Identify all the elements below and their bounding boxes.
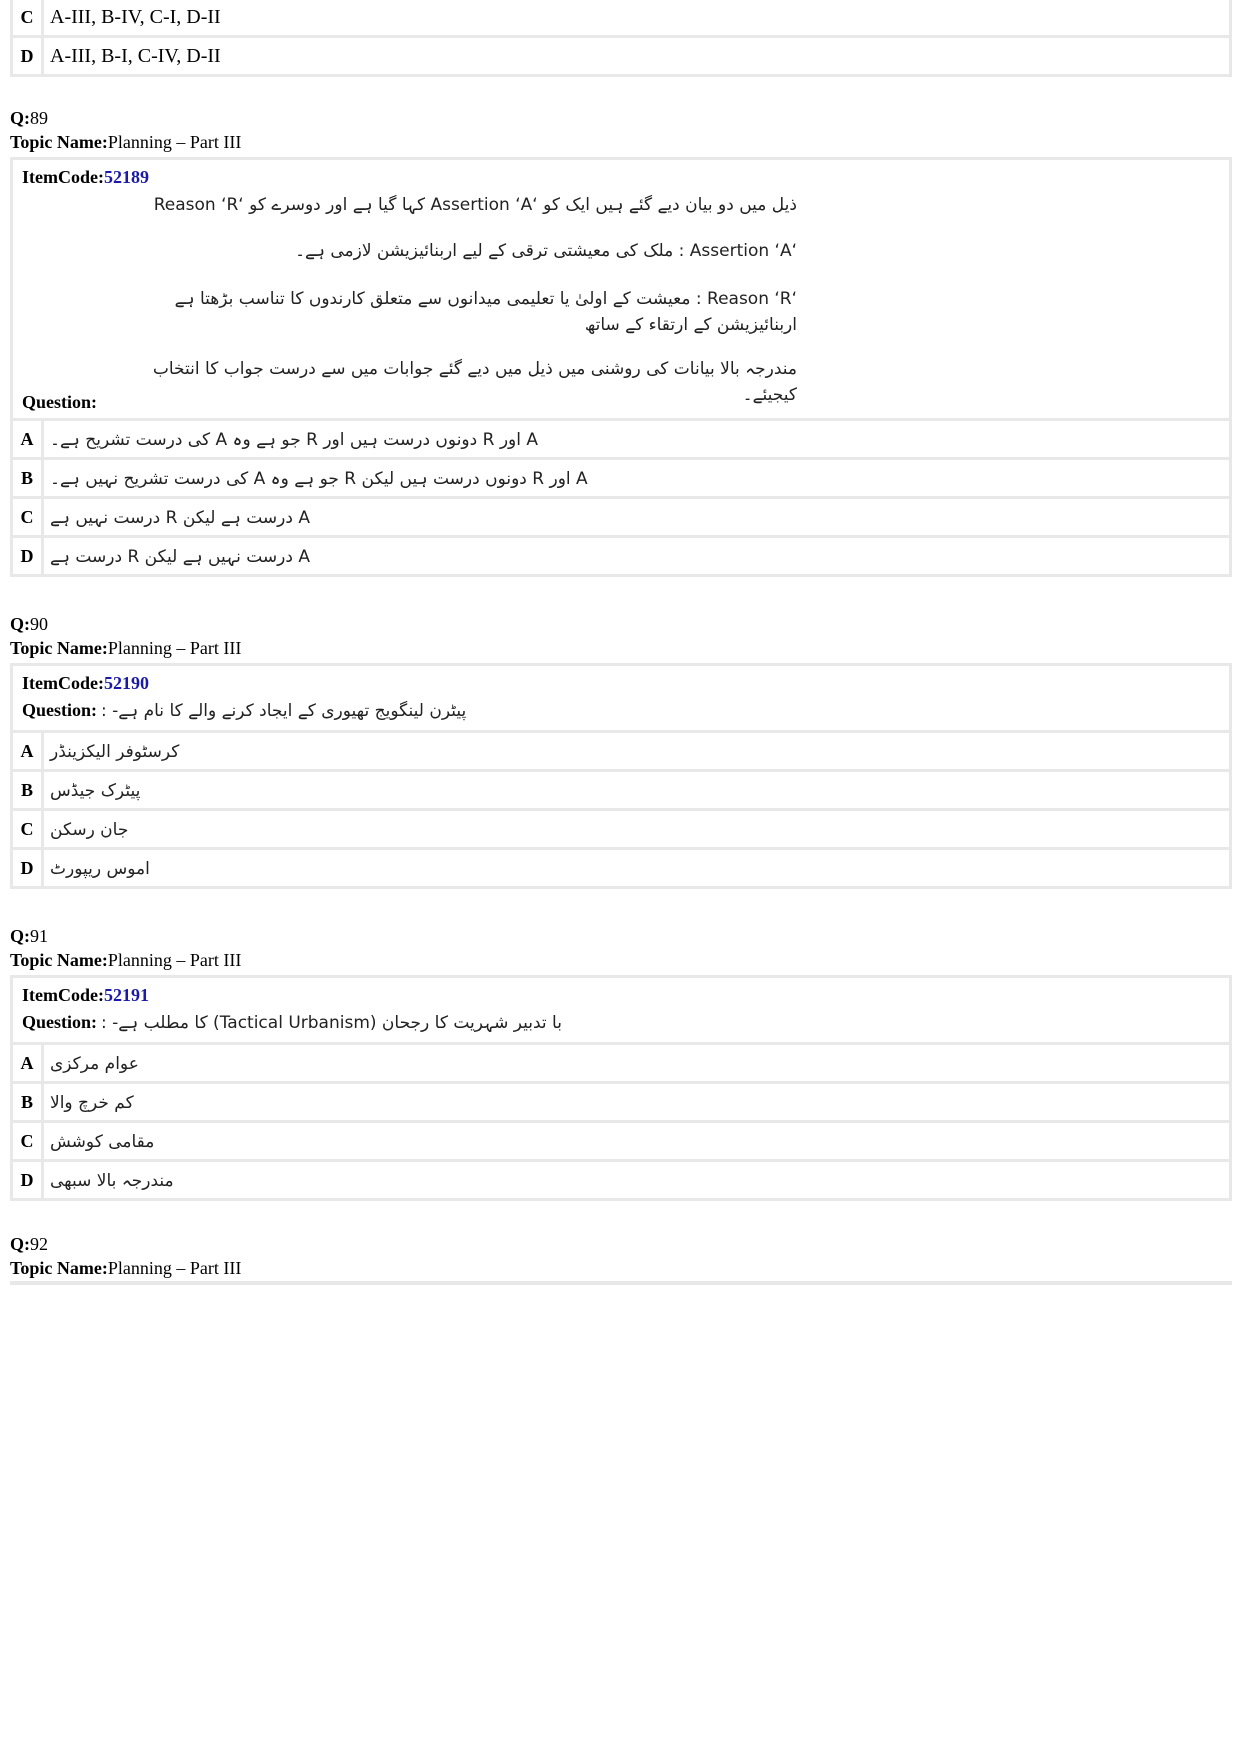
topic-name: Planning – Part III	[107, 638, 242, 658]
reason-statement: ‘Reason ‘R : معیشت کے اولیٰ یا تعلیمی میدانوں سے متعلق کارندوں کا تناسب بڑھتا ہے اربنائیزیشن کے ارتقاء کے ساتھ	[174, 289, 797, 335]
option-text: A اور R دونوں درست ہیں اور R جو ہے وہ A کی درست تشریح ہے۔	[50, 429, 539, 450]
option-text: مندرجہ بالا سبھی	[50, 1170, 174, 1191]
assertion-intro: ذیل میں دو بیان دیے گئے ہیں ایک کو ‘Assertion ‘A کہا گیا ہے اور دوسرے کو ‘Reason ‘R	[153, 195, 797, 215]
option-letter: A	[13, 733, 41, 769]
option-row[interactable]	[13, 0, 1229, 35]
option-text: کرسٹوفر الیکزینڈر	[50, 741, 180, 762]
option-row[interactable]	[13, 772, 1229, 808]
option-row[interactable]	[13, 38, 1229, 74]
option-letter: D	[13, 38, 41, 74]
option-letter: A	[13, 421, 41, 457]
option-letter: D	[13, 538, 41, 574]
option-letter: C	[13, 499, 41, 535]
option-text: A اور R دونوں درست ہیں لیکن R جو ہے وہ A کی درست تشریح نہیں ہے۔	[50, 468, 588, 489]
topic-label: Topic Name:	[10, 950, 108, 970]
question-header-89	[10, 106, 241, 154]
question-header-90	[10, 612, 241, 660]
q-label: Q:	[10, 926, 30, 946]
assertion-statement: ‘Assertion ‘A : ملک کی معیشتی ترقی کے لیے اربنائیزیشن لازمی ہے۔	[295, 241, 797, 261]
question-box-90	[10, 663, 1232, 733]
question-number: 91	[30, 926, 48, 946]
option-row[interactable]	[13, 1045, 1229, 1081]
topic-name: Planning – Part III	[107, 132, 242, 152]
option-letter: D	[13, 850, 41, 886]
item-code: ItemCode:52190	[22, 673, 149, 693]
topic-label: Topic Name:	[10, 638, 108, 658]
option-letter: D	[13, 1162, 41, 1198]
item-code-value: 52189	[103, 167, 149, 187]
question-header-91	[10, 924, 241, 972]
topic-label: Topic Name:	[10, 132, 108, 152]
divider	[10, 1281, 1232, 1285]
question-label: Question:	[22, 1012, 98, 1032]
topic-name: Planning – Part III	[107, 950, 242, 970]
option-letter: B	[13, 1084, 41, 1120]
topic-label: Topic Name:	[10, 1258, 108, 1278]
option-row[interactable]	[13, 421, 1229, 457]
option-text: عوام مرکزی	[50, 1053, 139, 1074]
option-letter: C	[13, 0, 41, 35]
question-label: Question:	[22, 700, 98, 720]
option-row[interactable]	[13, 499, 1229, 535]
option-row[interactable]	[13, 460, 1229, 496]
options-90	[10, 730, 1232, 889]
item-code: ItemCode:52191	[22, 985, 149, 1005]
option-text: A-III, B-IV, C-I, D-II	[44, 0, 1229, 35]
option-text: پیٹرک جیڈس	[50, 780, 141, 801]
option-row[interactable]	[13, 538, 1229, 574]
q-label: Q:	[10, 1234, 30, 1254]
option-text: کم خرچ والا	[50, 1092, 134, 1113]
q-label: Q:	[10, 614, 30, 634]
option-row[interactable]	[13, 1123, 1229, 1159]
question-header-92	[10, 1232, 241, 1280]
option-text: A-III, B-I, C-IV, D-II	[44, 38, 1229, 74]
instruction-text: مندرجہ بالا بیانات کی روشنی میں ذیل میں دیے گئے جوابات میں سے درست جواب کا انتخاب کیجیئے۔	[152, 359, 797, 405]
option-row[interactable]	[13, 811, 1229, 847]
option-text: A درست ہے لیکن R درست نہیں ہے	[50, 507, 310, 528]
option-row[interactable]	[13, 733, 1229, 769]
option-text: A درست نہیں ہے لیکن R درست ہے	[50, 546, 310, 567]
option-letter: A	[13, 1045, 41, 1081]
question-number: 89	[30, 108, 48, 128]
option-row[interactable]	[13, 1084, 1229, 1120]
option-letter: C	[13, 1123, 41, 1159]
option-row[interactable]	[13, 850, 1229, 886]
question-text: با تدبیر شہریت کا رجحان (Tactical Urbanism) کا مطلب ہے- :	[101, 1013, 562, 1033]
topic-name: Planning – Part III	[107, 1258, 242, 1278]
question-label: Question:	[22, 392, 98, 412]
item-code: ItemCode:52189	[22, 167, 149, 187]
q-label: Q:	[10, 108, 30, 128]
option-letter: C	[13, 811, 41, 847]
question-number: 92	[30, 1234, 48, 1254]
option-text: اموس ریپورٹ	[50, 858, 150, 879]
option-letter: B	[13, 772, 41, 808]
option-text: مقامی کوشش	[50, 1131, 155, 1152]
question-box-89	[10, 157, 1232, 421]
prev-question-options	[10, 0, 1232, 77]
option-letter: B	[13, 460, 41, 496]
question-number: 90	[30, 614, 48, 634]
options-91	[10, 1042, 1232, 1201]
item-code-value: 52191	[103, 985, 149, 1005]
item-code-value: 52190	[103, 673, 149, 693]
options-89	[10, 418, 1232, 577]
question-box-91	[10, 975, 1232, 1045]
option-row[interactable]	[13, 1162, 1229, 1198]
question-text: پیٹرن لینگویج تھیوری کے ایجاد کرنے والے کا نام ہے- :	[101, 701, 467, 721]
option-text: جان رسکن	[50, 819, 129, 840]
